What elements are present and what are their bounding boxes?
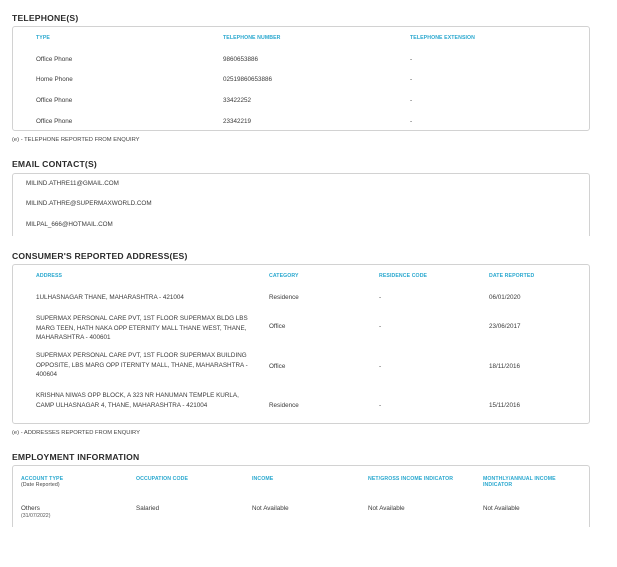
employment-section-title: EMPLOYMENT INFORMATION	[12, 452, 140, 462]
email-list	[12, 173, 590, 236]
employment-header-occupation: OCCUPATION CODE	[136, 476, 189, 482]
address-header-date: DATE REPORTED	[489, 273, 535, 279]
employment-monthly-annual-value: Not Available	[483, 505, 520, 512]
address-section-title: CONSUMER'S REPORTED ADDRESS(ES)	[12, 251, 188, 261]
telephone-row-1-number: 9860653886	[223, 56, 259, 63]
employment-header-account-type-label: ACCOUNT TYPE	[21, 476, 64, 482]
address-row-2-code: -	[379, 323, 382, 330]
telephone-header-number: TELEPHONE NUMBER	[223, 35, 281, 41]
employment-income-value: Not Available	[252, 505, 289, 512]
employment-header-monthly-annual: MONTHLY/ANNUAL INCOME INDICATOR	[483, 476, 556, 488]
address-row-4-category: Residence	[269, 402, 299, 409]
employment-net-gross-value: Not Available	[368, 505, 405, 512]
address-row-2-date: 23/06/2017	[489, 323, 521, 330]
address-row-2-category: Office	[269, 323, 286, 330]
address-note: (e) - ADDRESSES REPORTED FROM ENQUIRY	[12, 430, 140, 436]
telephone-row-4-ext: -	[410, 118, 413, 125]
address-header-residence-code: RESIDENCE CODE	[379, 273, 428, 279]
telephone-header-extension: TELEPHONE EXTENSION	[410, 35, 476, 41]
telephone-row-1-ext: -	[410, 56, 413, 63]
address-row-3-category: Office	[269, 363, 286, 370]
address-header-category: CATEGORY	[269, 273, 299, 279]
address-row-3-address: SUPERMAX PERSONAL CARE PVT, 1ST FLOOR SUPERMAX BUILDING OPPOSITE, LBS MARG OPP ITERNITY MALL, THANE, MAHARASHTRA - 400604	[36, 352, 248, 378]
employment-account-type	[21, 504, 50, 520]
employment-account-type-value: Others	[21, 505, 40, 512]
email-item-3: MILPAL_666@HOTMAIL.COM	[26, 221, 113, 228]
telephone-row-1-type: Office Phone	[36, 56, 73, 63]
address-row-1-date: 06/01/2020	[489, 294, 521, 301]
telephone-row-3-type: Office Phone	[36, 97, 73, 104]
telephone-row-3-number: 33422252	[223, 97, 252, 104]
employment-occupation-value: Salaried	[136, 505, 160, 512]
address-row-1-address: 1ULHASNAGAR THANE, MAHARASHTRA - 421004	[36, 294, 184, 301]
telephone-row-2-ext: -	[410, 76, 413, 83]
email-section-title: EMAIL CONTACT(S)	[12, 159, 97, 169]
address-row-4-address: KRISHNA NIWAS OPP BLOCK, A 323 NR HANUMAN TEMPLE KURLA, CAMP ULHASNAGAR 4, THANE, MAHARASHTRA - 421004	[36, 392, 239, 409]
employment-table	[12, 465, 590, 527]
address-row-3-code: -	[379, 363, 382, 370]
email-item-1: MILIND.ATHRE11@GMAIL.COM	[26, 180, 119, 187]
address-table	[12, 264, 590, 424]
address-row-1-category: Residence	[269, 294, 299, 301]
telephone-row-4-number: 23342219	[223, 118, 252, 125]
telephone-section-title: TELEPHONE(S)	[12, 13, 79, 23]
telephone-header-type: TYPE	[36, 35, 50, 41]
employment-account-date-value: (31/07/2022)	[21, 513, 51, 519]
employment-header-income: INCOME	[252, 476, 274, 482]
address-header-address: ADDRESS	[36, 273, 63, 279]
telephone-row-3-ext: -	[410, 97, 413, 104]
telephone-table	[12, 26, 590, 131]
address-row-1-code: -	[379, 294, 382, 301]
email-item-2: MILIND.ATHRE@SUPERMAXWORLD.COM	[26, 200, 152, 207]
address-row-3-date: 18/11/2016	[489, 363, 521, 370]
address-row-4-code: -	[379, 402, 382, 409]
telephone-row-4-type: Office Phone	[36, 118, 73, 125]
employment-header-net-gross: NET/GROSS INCOME INDICATOR	[368, 476, 454, 482]
address-row-2-address: SUPERMAX PERSONAL CARE PVT, 1ST FLOOR SUPERMAX BLDG LBS MARG TEEN, HATH NAKA OPP ETERNITY MALL THANE WEST, THANE, MAHARASHTRA - 400601	[36, 315, 248, 341]
employment-header-date-reported: (Date Reported)	[21, 482, 60, 488]
telephone-note: (e) - TELEPHONE REPORTED FROM ENQUIRY	[12, 137, 140, 143]
address-row-4-date: 15/11/2016	[489, 402, 521, 409]
employment-header-account-type	[21, 476, 63, 489]
telephone-row-2-type: Home Phone	[36, 76, 73, 83]
telephone-row-2-number: 02519860653886	[223, 76, 273, 83]
